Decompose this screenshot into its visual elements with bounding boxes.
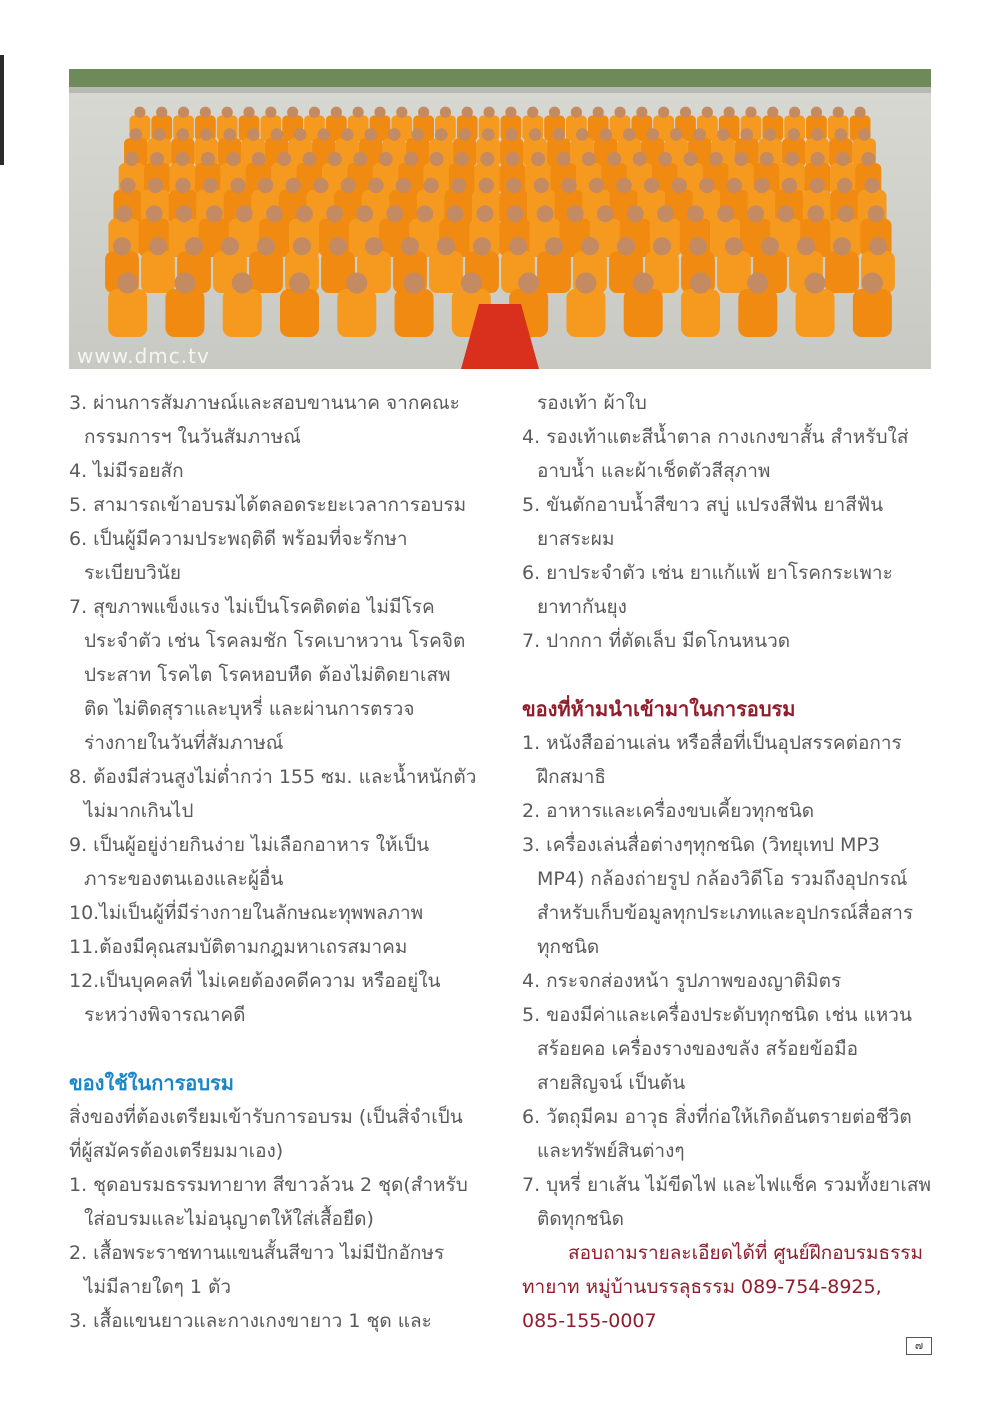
forbidden-title: ของที่ห้ามนำเข้ามาในการอบรม	[522, 697, 796, 721]
list-item-number: 7.	[69, 596, 94, 618]
supplies-list	[69, 1168, 489, 1338]
list-item	[522, 964, 942, 998]
list-item-number: 5.	[522, 494, 547, 516]
list-item-continuation: ไม่มากเกินไป	[84, 800, 194, 822]
list-item-text: เสื้อพระราชทานแขนสั้นสีขาว ไม่มีปักอักษร	[93, 1242, 445, 1264]
list-item-text: เป็นบุคคลที่ ไม่เคยต้องคดีความ หรืออยู่ใน	[99, 970, 441, 992]
list-item	[522, 828, 942, 964]
list-item	[522, 556, 942, 624]
list-item-text: เครื่องเล่นสื่อต่างๆทุกชนิด (วิทยุเทป MP3	[546, 834, 880, 856]
list-item	[69, 896, 489, 930]
list-item-number: 4.	[69, 460, 94, 482]
list-item-number: 12.	[69, 970, 100, 992]
list-item	[69, 1304, 489, 1338]
supplies-intro	[69, 1100, 489, 1168]
list-item-number: 3.	[69, 392, 94, 414]
list-item-text: กระจกส่องหน้า รูปภาพของญาติมิตร	[546, 970, 842, 992]
list-item-continuation: ฝึกสมาธิ	[537, 766, 607, 788]
list-item-text: ต้องมีคุณสมบัติตามกฎมหาเถรสมาคม	[99, 936, 408, 958]
list-item-text: สามารถเข้าอบรมได้ตลอดระยะเวลาการอบรม	[93, 494, 467, 516]
list-item-number: 9.	[69, 834, 94, 856]
list-item-text: ผ่านการสัมภาษณ์และสอบขานนาค จากคณะ	[93, 392, 460, 414]
list-item-number: 2.	[69, 1242, 94, 1264]
list-item-number: 4.	[522, 426, 547, 448]
contact-line: 085-155-0007	[522, 1310, 657, 1332]
page-number: ๗	[906, 1337, 932, 1355]
monks-group-photo	[69, 69, 931, 369]
list-item-number: 3.	[522, 834, 547, 856]
list-item-continuation: ภาระของตนเองและผู้อื่น	[84, 868, 284, 890]
list-item-number: 5.	[69, 494, 94, 516]
list-item-number: 6.	[522, 562, 547, 584]
list-item-continuation: ยาทากันยุง	[537, 596, 627, 618]
list-item-text: ไม่มีรอยสัก	[93, 460, 184, 482]
list-item	[69, 760, 489, 828]
photo-watermark: www.dmc.tv	[77, 344, 210, 368]
list-item	[69, 488, 489, 522]
list-item-number: 1.	[69, 1174, 94, 1196]
contact-line: สอบถามรายละเอียดได้ที่ ศูนย์ฝึกอบรมธรรม	[568, 1242, 924, 1264]
list-item-number: 8.	[69, 766, 94, 788]
list-item	[69, 1236, 489, 1304]
list-item-continuation: ประจำตัว เช่น โรคลมชัก โรคเบาหวาน โรคจิต	[84, 630, 466, 652]
list-item-text: เป็นผู้มีความประพฤติดี พร้อมที่จะรักษา	[93, 528, 408, 550]
page-edge-mark	[0, 55, 4, 165]
list-item-continuation: และทรัพย์สินต่างๆ	[537, 1140, 685, 1162]
list-item	[69, 590, 489, 760]
list-item-text: สุขภาพแข็งแรง ไม่เป็นโรคติดต่อ ไม่มีโรค	[93, 596, 435, 618]
list-item-text: ต้องมีส่วนสูงไม่ต่ำกว่า 155 ซม. และน้ำหนักตัว	[93, 766, 477, 788]
list-item-number: 5.	[522, 1004, 547, 1026]
list-item	[522, 1168, 942, 1236]
list-item-number: 7.	[522, 630, 547, 652]
list-item-continuation: ทุกชนิด	[537, 936, 600, 958]
left-column	[69, 386, 489, 1338]
list-item-text: ปากกา ที่ตัดเล็บ มีดโกนหนวด	[546, 630, 791, 652]
list-item	[69, 828, 489, 896]
list-item-text: ของมีค่าและเครื่องประดับทุกชนิด เช่น แหวน	[546, 1004, 912, 1026]
list-item-continuation: ติด ไม่ติดสุราและบุหรี่ และผ่านการตรวจ	[84, 698, 415, 720]
list-item-continuation: ระเบียบวินัย	[84, 562, 181, 584]
contact-info	[522, 1236, 942, 1338]
supplies-list-continued	[522, 420, 942, 658]
supplies-intro-line: ที่ผู้สมัครต้องเตรียมมาเอง)	[69, 1140, 284, 1162]
list-item	[69, 454, 489, 488]
list-item	[522, 726, 942, 794]
list-item-continuation: ประสาท โรคไต โรคหอบหืด ต้องไม่ติดยาเสพ	[84, 664, 451, 686]
list-item	[522, 624, 942, 658]
list-item	[69, 522, 489, 590]
monks-photo-illustration	[69, 69, 931, 369]
list-item-number: 3.	[69, 1310, 94, 1332]
list-item	[69, 386, 489, 454]
list-item-continuation: ติดทุกชนิด	[537, 1208, 624, 1230]
list-item-text: ขันตักอาบน้ำสีขาว สบู่ แปรงสีฟัน ยาสีฟัน	[546, 494, 884, 516]
contact-line: ทายาท หมู่บ้านบรรลุธรรม 089-754-8925,	[522, 1276, 882, 1298]
list-item	[522, 998, 942, 1100]
list-item-text: หนังสืออ่านเล่น หรือสื่อที่เป็นอุปสรรคต่อการ	[546, 732, 902, 754]
list-item	[522, 1100, 942, 1168]
list-item-number: 6.	[69, 528, 94, 550]
list-item-continuation: อาบน้ำ และผ้าเช็ดตัวสีสุภาพ	[537, 460, 771, 482]
list-item-text: วัตถุมีคม อาวุธ สิ่งที่ก่อให้เกิดอันตรายต่อชีวิต	[546, 1106, 912, 1128]
list-item-continuation: กรรมการฯ ในวันสัมภาษณ์	[84, 426, 301, 448]
list-item	[69, 930, 489, 964]
list-item-text: ไม่เป็นผู้ที่มีร่างกายในลักษณะทุพพลภาพ	[99, 902, 424, 924]
list-item-number: 7.	[522, 1174, 547, 1196]
list-item-number: 6.	[522, 1106, 547, 1128]
list-item-number: 11.	[69, 936, 100, 958]
list-item-continuation: ไม่มีลายใดๆ 1 ตัว	[84, 1276, 232, 1298]
list-item	[522, 420, 942, 488]
list-item	[522, 488, 942, 556]
list-item	[69, 1168, 489, 1236]
list-item-text: บุหรี่ ยาเส้น ไม้ขีดไฟ และไฟแช็ค รวมทั้งยาเสพ	[546, 1174, 931, 1196]
list-item-text: ยาประจำตัว เช่น ยาแก้แพ้ ยาโรคกระเพาะ	[546, 562, 893, 584]
list-item-number: 10.	[69, 902, 100, 924]
list-item	[522, 794, 942, 828]
list-item-continuation: MP4) กล้องถ่ายรูป กล้องวิดีโอ รวมถึงอุปกรณ์	[537, 868, 908, 890]
list-item-number: 1.	[522, 732, 547, 754]
list-item-text: อาหารและเครื่องขบเคี้ยวทุกชนิด	[546, 800, 815, 822]
list-item-continuation: ใส่อบรมและไม่อนุญาตให้ใส่เสื้อยืด)	[84, 1208, 374, 1230]
right-column	[522, 386, 942, 1338]
supplies-intro-line: สิ่งของที่ต้องเตรียมเข้ารับการอบรม (เป็นสิ่จำเป็น	[69, 1106, 463, 1128]
list-item-continuation: สำหรับเก็บข้อมูลทุกประเภทและอุปกรณ์สื่อสาร	[537, 902, 914, 924]
qualifications-list	[69, 386, 489, 1032]
list-item-text: รองเท้าแตะสีน้ำตาล กางเกงขาสั้น สำหรับใส่	[546, 426, 909, 448]
list-item	[69, 964, 489, 1032]
list-item-text: ชุดอบรมธรรมทายาท สีขาวล้วน 2 ชุด(สำหรับ	[93, 1174, 468, 1196]
forbidden-list	[522, 726, 942, 1236]
list-item-continuation: สายสิญจน์ เป็นต้น	[537, 1072, 686, 1094]
supplies-title: ของใช้ในการอบรม	[69, 1071, 234, 1095]
list-item-text: เสื้อแขนยาวและกางเกงขายาว 1 ชุด และ	[93, 1310, 432, 1332]
list-item-continuation: สร้อยคอ เครื่องรางของขลัง สร้อยข้อมือ	[537, 1038, 859, 1060]
list-item-number: 4.	[522, 970, 547, 992]
list-item-continuation: ยาสระผม	[537, 528, 615, 550]
list-item-number: 2.	[522, 800, 547, 822]
supplies-continuation: รองเท้า ผ้าใบ	[537, 392, 647, 414]
list-item-text: เป็นผู้อยู่ง่ายกินง่าย ไม่เลือกอาหาร ให้เป็น	[93, 834, 430, 856]
list-item-continuation: ระหว่างพิจารณาคดี	[84, 1004, 246, 1026]
list-item-continuation: ร่างกายในวันที่สัมภาษณ์	[84, 732, 284, 754]
